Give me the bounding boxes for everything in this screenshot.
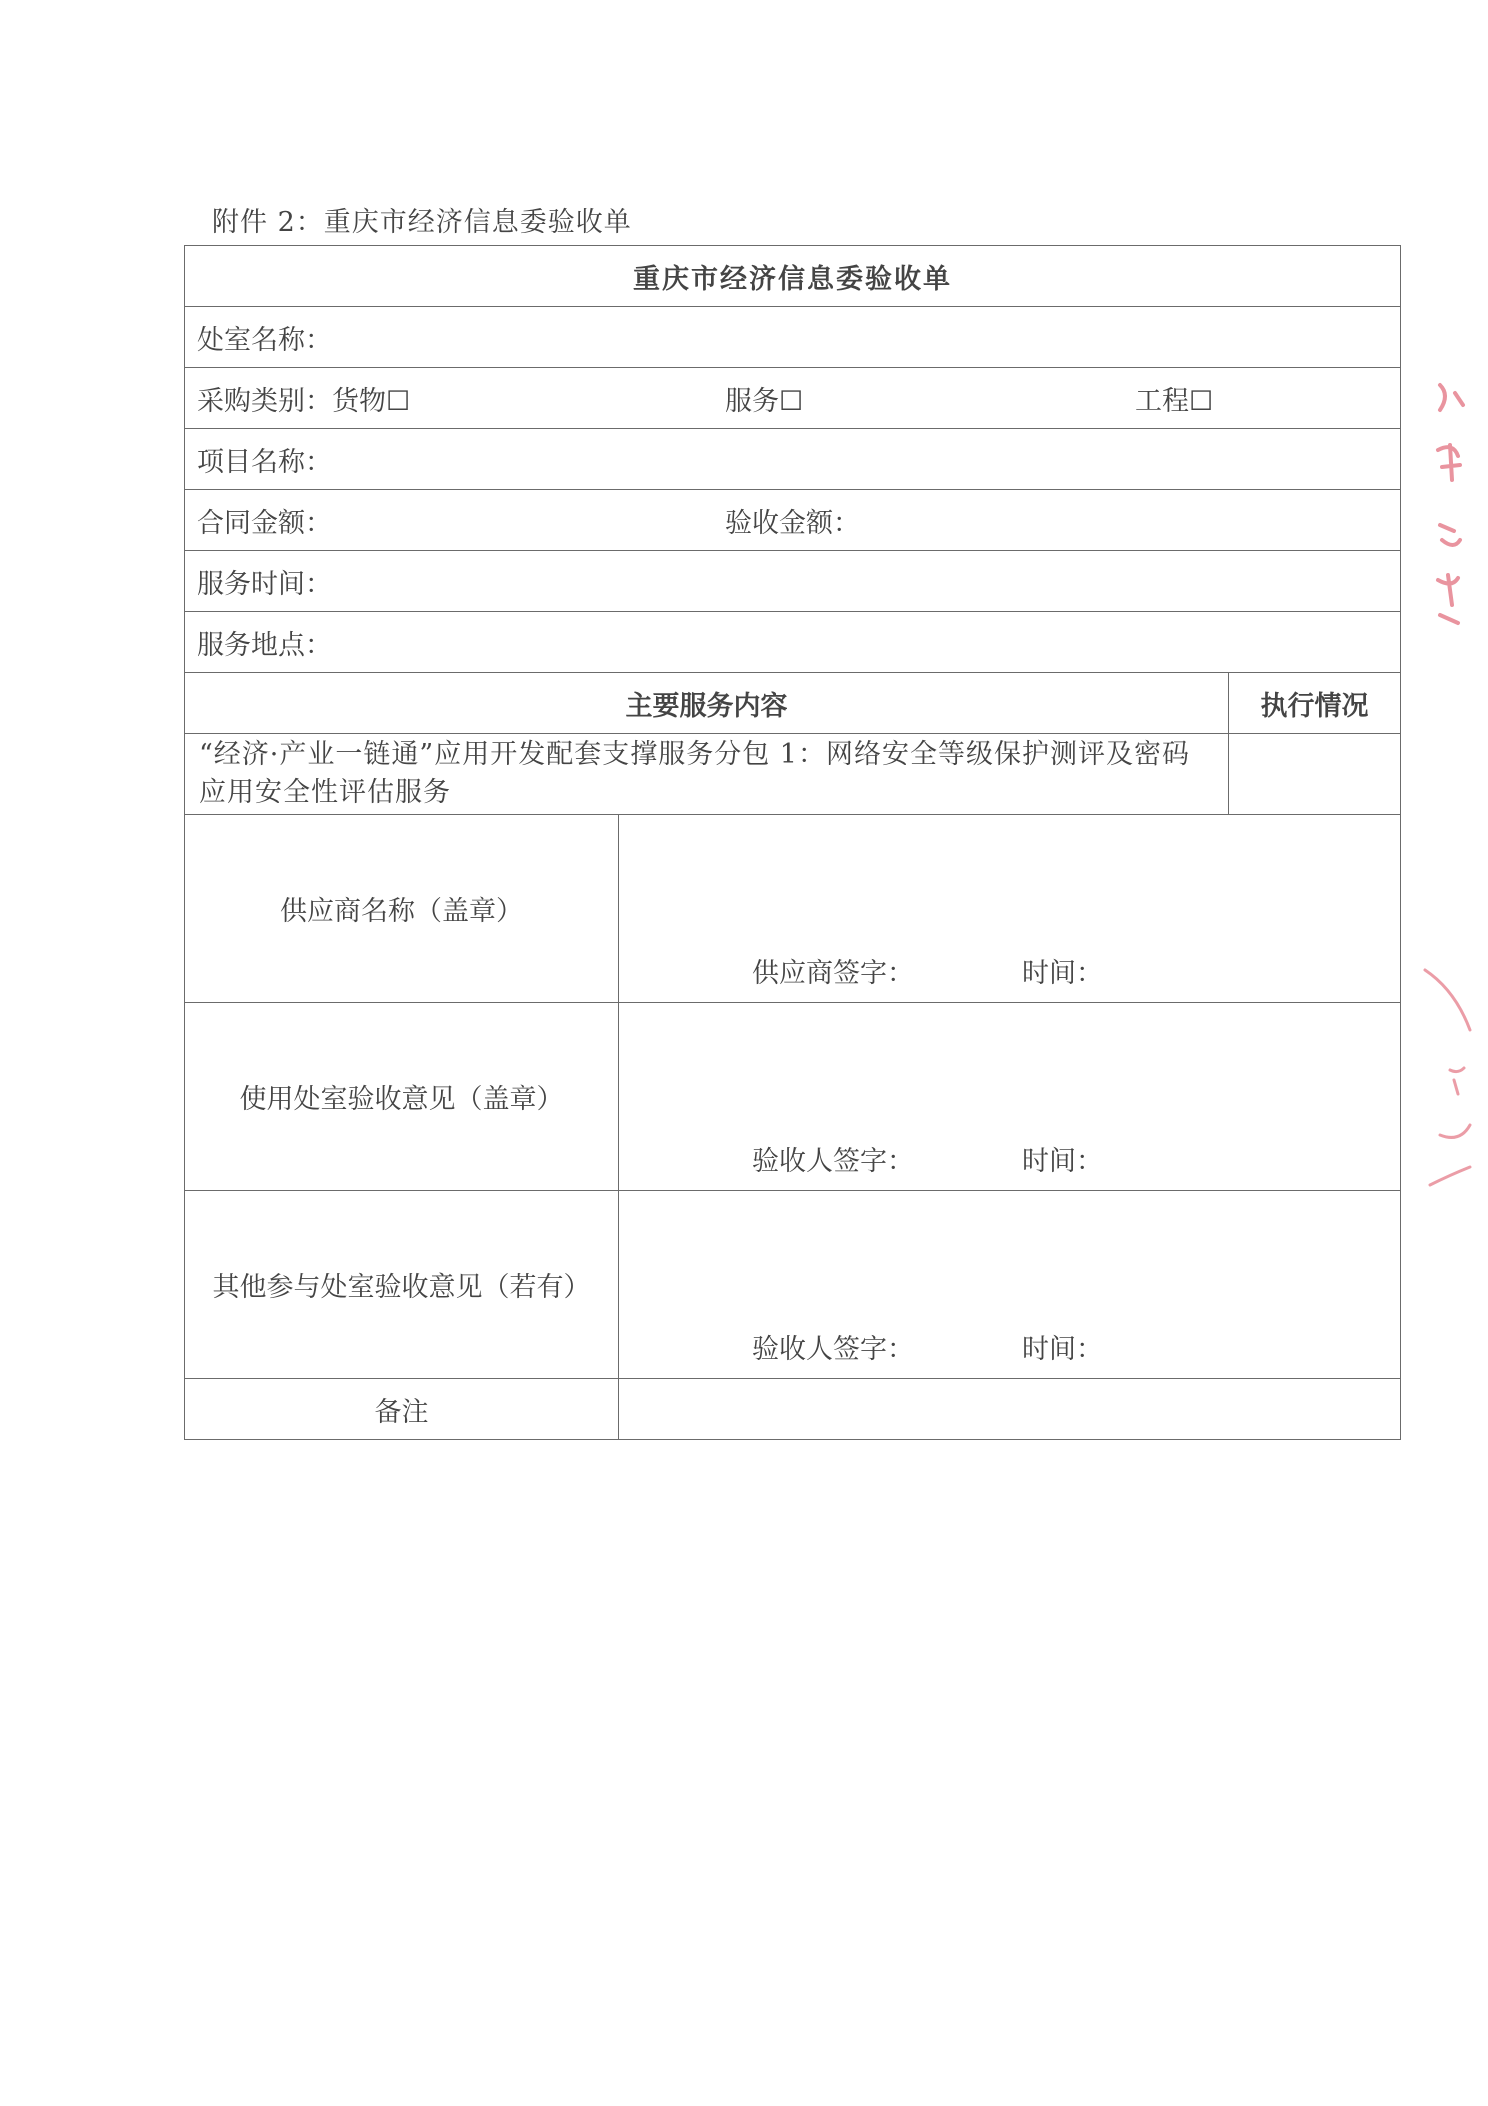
seal-stamp-fragment-bottom xyxy=(1420,960,1480,1200)
supplier-signature-cell[interactable] xyxy=(619,815,1401,1003)
user-dept-time-label: 时间： xyxy=(1022,1146,1103,1177)
supplier-label: 供应商名称（盖章） xyxy=(185,815,619,1003)
dept-name-field[interactable] xyxy=(185,307,1401,368)
acceptor-sign-label: 验收人签字： xyxy=(752,1334,914,1365)
user-dept-signature-cell[interactable] xyxy=(619,1003,1401,1191)
acceptance-form-table xyxy=(184,245,1401,1440)
service-time-field[interactable] xyxy=(185,551,1401,612)
procurement-type-row xyxy=(185,368,1401,429)
remarks-label: 备注 xyxy=(185,1379,619,1440)
service-location-label: 服务地点： xyxy=(197,629,332,661)
acceptor-sign-label: 验收人签字： xyxy=(752,1146,914,1177)
execution-status-cell[interactable] xyxy=(1229,734,1401,815)
other-dept-label: 其他参与处室验收意见（若有） xyxy=(185,1191,619,1379)
dept-name-label: 处室名称： xyxy=(197,324,332,356)
attachment-title: 附件 2：重庆市经济信息委验收单 xyxy=(212,207,632,238)
main-content-text: “经济·产业一链通”应用开发配套支撑服务分包 1：网络安全等级保护测评及密码应用安全性评估服务 xyxy=(185,734,1229,815)
execution-header: 执行情况 xyxy=(1229,673,1401,734)
supplier-sign-label: 供应商签字： xyxy=(752,958,914,989)
amount-row xyxy=(185,490,1401,551)
seal-stamp-fragment-top xyxy=(1420,375,1480,635)
project-name-field[interactable] xyxy=(185,429,1401,490)
form-title: 重庆市经济信息委验收单 xyxy=(185,246,1401,307)
user-dept-label: 使用处室验收意见（盖章） xyxy=(185,1003,619,1191)
procurement-goods[interactable] xyxy=(197,379,725,418)
project-name-label: 项目名称： xyxy=(197,446,332,478)
supplier-time-label: 时间： xyxy=(1022,958,1103,989)
service-location-field[interactable] xyxy=(185,612,1401,673)
engineering-checkbox[interactable]: 工程☐ xyxy=(1135,385,1214,417)
acceptance-amount-label[interactable]: 验收金额： xyxy=(725,507,860,539)
goods-checkbox[interactable]: 货物☐ xyxy=(332,385,411,417)
procurement-type-label: 采购类别： xyxy=(197,385,332,417)
service-checkbox[interactable]: 服务☐ xyxy=(725,385,804,417)
service-time-label: 服务时间： xyxy=(197,568,332,600)
other-dept-signature-cell[interactable] xyxy=(619,1191,1401,1379)
contract-amount-label[interactable]: 合同金额： xyxy=(197,507,332,539)
other-dept-time-label: 时间： xyxy=(1022,1334,1103,1365)
remarks-cell[interactable] xyxy=(619,1379,1401,1440)
main-content-header: 主要服务内容 xyxy=(185,673,1229,734)
